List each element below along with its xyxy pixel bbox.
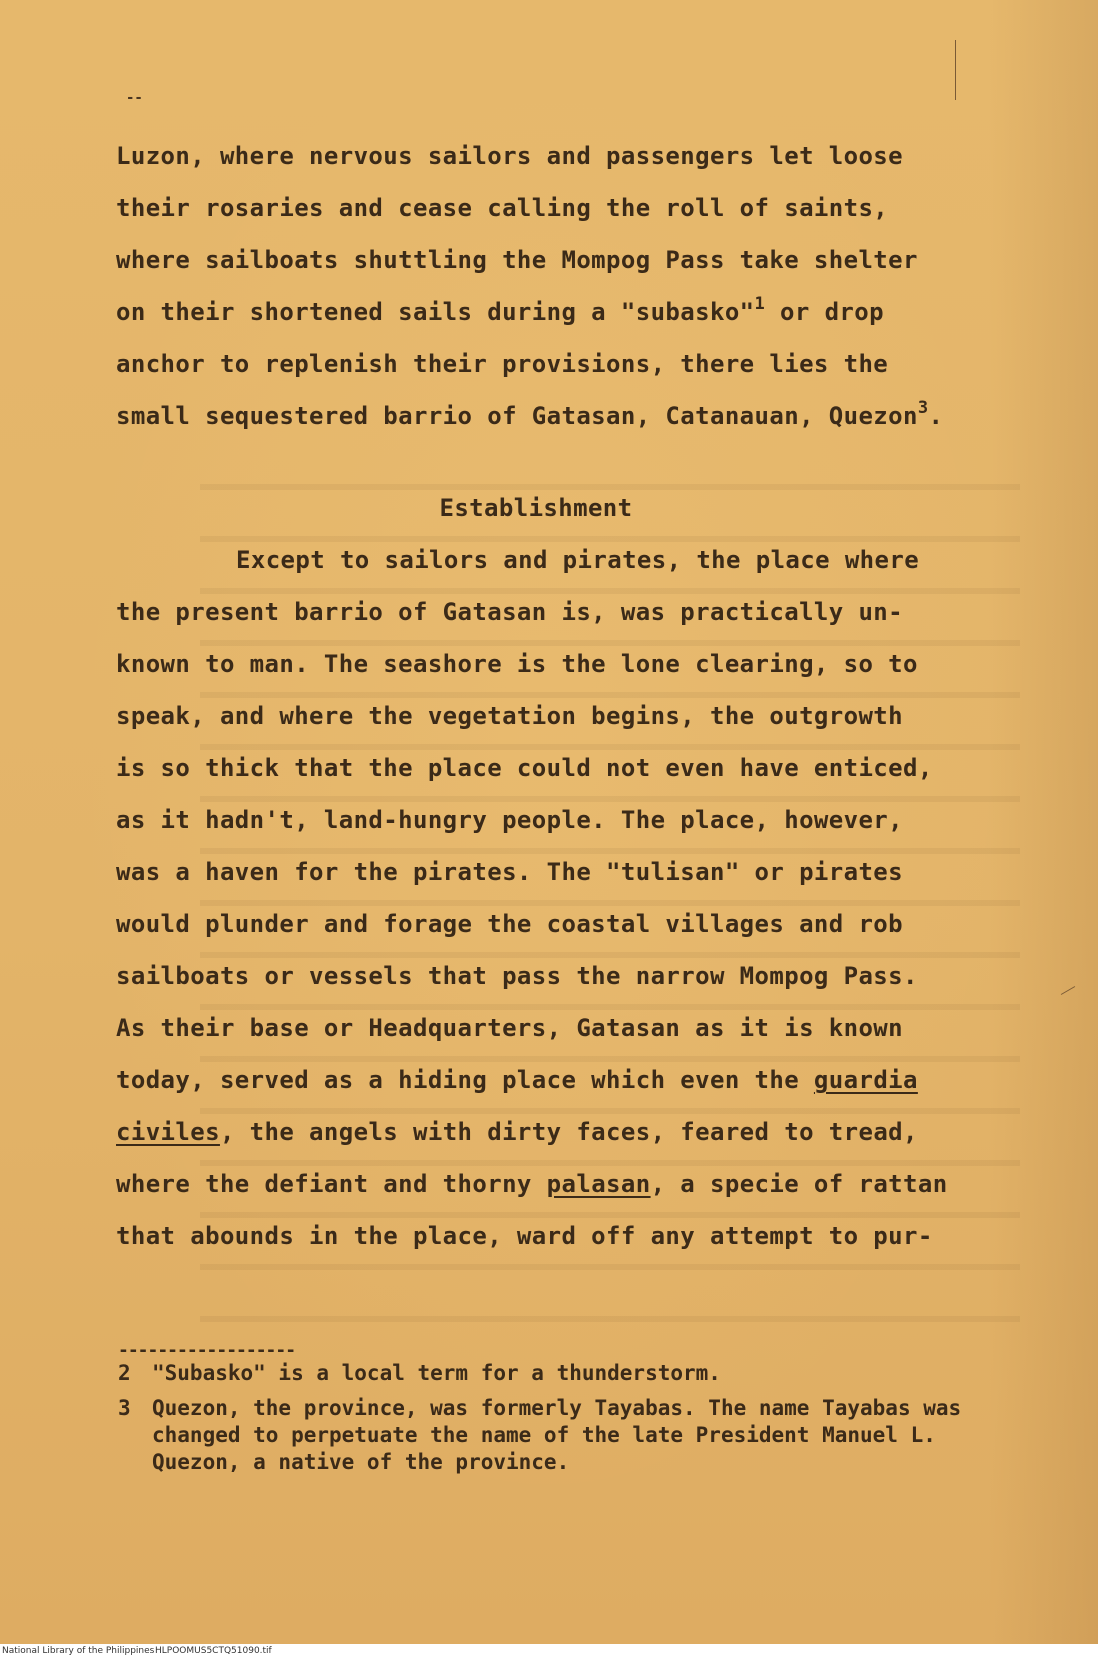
text-line: that abounds in the place, ward off any attempt to pur-: [116, 1222, 933, 1250]
text-line: Except to sailors and pirates, the place where: [236, 546, 920, 574]
footnote-number: 3: [118, 1396, 131, 1420]
text-span: today, served as a hiding place which even the: [116, 1066, 814, 1094]
top-mark: --: [126, 90, 143, 106]
underlined-term: civiles: [116, 1118, 220, 1146]
text-line: [116, 1054, 1016, 1106]
stray-mark: [955, 40, 956, 100]
text-span: where the defiant and thorny: [116, 1170, 547, 1198]
text-line: [116, 1106, 1016, 1158]
text-line: the present barrio of Gatasan is, was practically un-: [116, 598, 904, 626]
text-span: , the angels with dirty faces, feared to tread,: [219, 1118, 918, 1146]
text-span: small sequestered barrio of Gatasan, Catanauan, Quezon: [116, 402, 918, 430]
text-line: speak, and where the vegetation begins, the outgrowth: [116, 702, 904, 730]
text-line: their rosaries and cease calling the roll of saints,: [116, 194, 889, 222]
text-line: is so thick that the place could not even have enticed,: [116, 754, 933, 782]
text-line: where sailboats shuttling the Mompog Pass take shelter: [116, 246, 918, 274]
footnotes: [118, 1360, 998, 1484]
footnote-text: Quezon, the province, was formerly Tayabas. The name Tayabas was changed to perpetuate the name of the late President Manuel L. Quezon, a native of the province.: [152, 1396, 962, 1474]
section-heading: Establishment: [439, 494, 633, 522]
text-line: anchor to replenish their provisions, there lies the: [116, 350, 889, 378]
footnote-text: "Subasko" is a local term for a thunderstorm.: [152, 1361, 721, 1385]
spacer: [116, 442, 1016, 482]
text-line: Luzon, where nervous sailors and passengers let loose: [116, 142, 904, 170]
text-line: [116, 286, 1016, 338]
underlined-term: guardia: [813, 1066, 918, 1094]
body-text: [116, 130, 1016, 1262]
text-span: on their shortened sails during a "subasko": [116, 298, 755, 326]
library-credit: National Library of the Philippines: [2, 1646, 155, 1656]
text-span: or drop: [765, 298, 884, 326]
underlined-term: palasan: [546, 1170, 651, 1198]
footnote-rule: ------------------: [118, 1340, 296, 1361]
text-line: sailboats or vessels that pass the narrow Mompog Pass.: [116, 962, 918, 990]
text-line: [116, 390, 1016, 442]
text-span: , a specie of rattan: [650, 1170, 948, 1198]
footnote: [118, 1360, 998, 1387]
text-line: was a haven for the pirates. The "tulisan" or pirates: [116, 858, 904, 886]
footnote-number: 2: [118, 1361, 131, 1385]
text-line: As their base or Headquarters, Gatasan as it is known: [116, 1014, 904, 1042]
footnote-ref: 1: [754, 294, 766, 314]
text-line: would plunder and forage the coastal villages and rob: [116, 910, 904, 938]
footnote: [118, 1395, 998, 1476]
file-id: HLPOOMUS5CTQ51090.tif: [155, 1646, 272, 1656]
footnote-ref: 3: [917, 398, 929, 418]
text-line: [116, 1158, 1016, 1210]
text-line: known to man. The seashore is the lone clearing, so to: [116, 650, 918, 678]
text-span: .: [928, 402, 944, 430]
text-line: as it hadn't, land-hungry people. The place, however,: [116, 806, 904, 834]
scan-footer: [0, 1644, 1098, 1658]
